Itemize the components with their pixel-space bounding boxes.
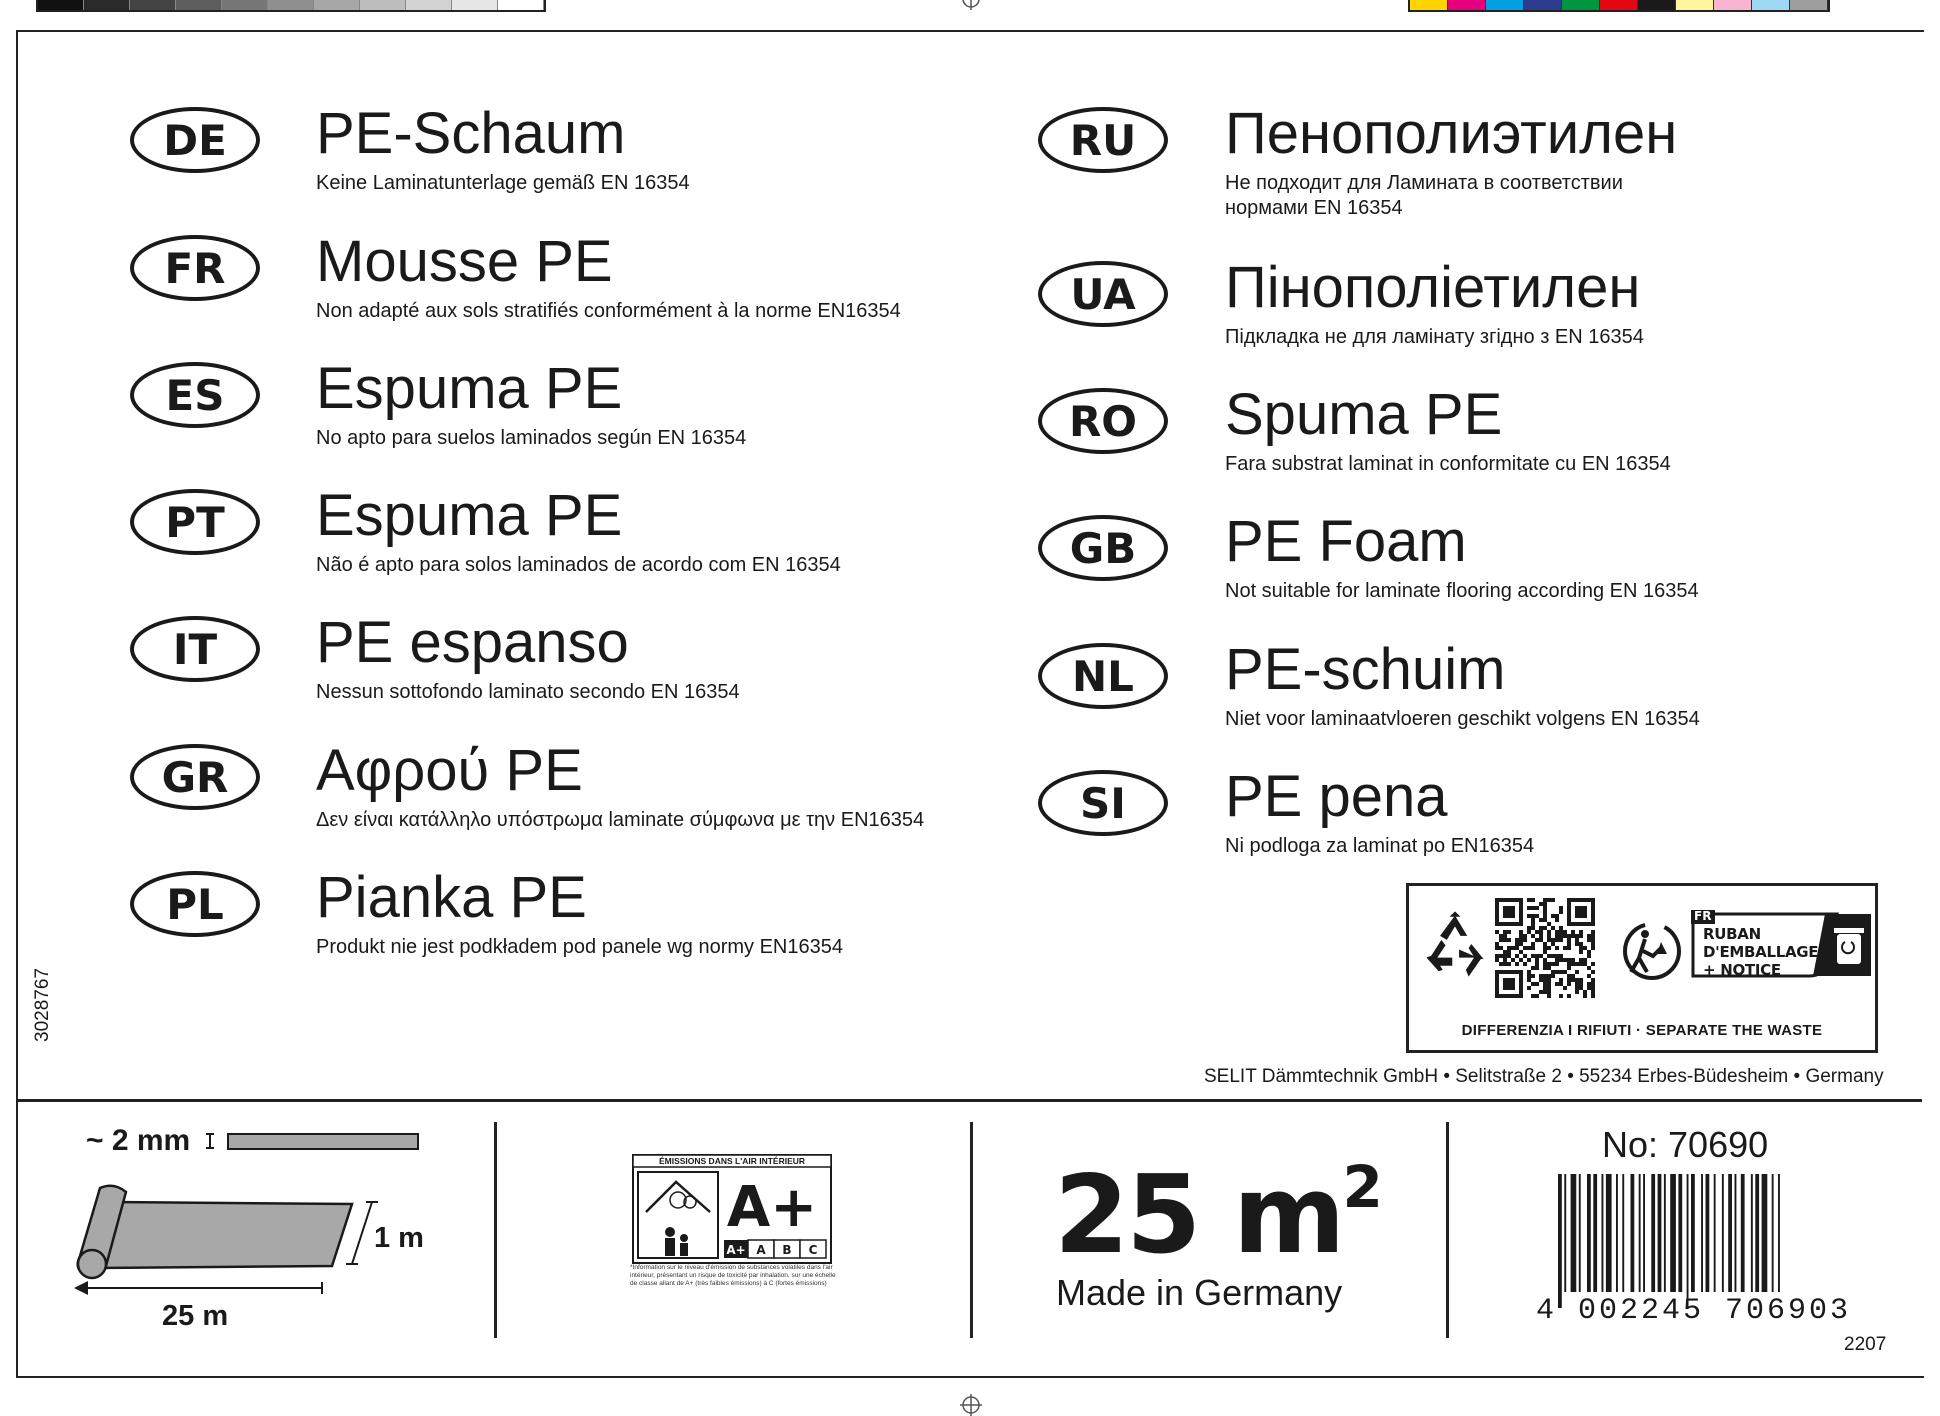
color-swatch: [1524, 0, 1562, 10]
language-code-badge: PT: [130, 489, 260, 555]
country-tag: FR: [1694, 909, 1712, 923]
roll-diagram: [70, 1184, 420, 1304]
language-code-badge: ES: [130, 362, 260, 428]
color-swatch: [1790, 0, 1828, 10]
recycle-icon: [1421, 910, 1489, 978]
registration-mark-icon: [960, 0, 982, 10]
scale-cell: A+: [726, 1243, 746, 1257]
product-description: Not suitable for laminate flooring according EN 16354: [1225, 580, 1699, 602]
product-name-title: PE espanso: [316, 610, 629, 675]
scale-cell: B: [782, 1243, 792, 1257]
product-name-title: Espuma PE: [316, 483, 623, 548]
language-row: [130, 483, 1030, 589]
length-label: 25 m: [162, 1300, 229, 1332]
language-row: [130, 610, 1030, 716]
language-row: [1038, 255, 1938, 361]
product-description: Não é apto para solos laminados de acordo com EN 16354: [316, 554, 841, 576]
barcode-icon: [1556, 1174, 1818, 1308]
emissions-fine-print: *Information sur le niveau d'émission de substances volatiles dans l'air intérieur, présentant un risque de toxicité par inhalation, sur une échelle de classe allant de A+ (très faibles émissions) à C (fortes émissions): [630, 1264, 836, 1287]
color-swatch: [1600, 0, 1638, 10]
qr-code-icon: [1495, 898, 1595, 998]
product-description: Produkt nie jest podkładem pod panele wg normy EN16354: [316, 936, 843, 958]
language-code-badge: GR: [130, 744, 260, 810]
language-code-badge: RO: [1038, 388, 1168, 454]
language-row: [130, 356, 1030, 462]
grayscale-calibration-strip: [36, 0, 546, 12]
language-code-badge: SI: [1038, 770, 1168, 836]
made-in-label: Made in Germany: [1056, 1272, 1343, 1313]
column-divider: [494, 1122, 497, 1338]
company-address: SELIT Dämmtechnik GmbH • Selitstraße 2 • 55234 Erbes-Büdesheim • Germany: [1204, 1066, 1884, 1087]
product-description: Niet voor laminaatvloeren geschikt volgens EN 16354: [1225, 708, 1700, 730]
width-label: 1 m: [374, 1222, 424, 1254]
waste-footer-text: DIFFERENZIA I RIFIUTI · SEPARATE THE WASTE: [1461, 1022, 1823, 1039]
triman-icon: [1617, 920, 1687, 982]
column-divider: [1446, 1122, 1449, 1338]
product-description: No apto para suelos laminados según EN 16354: [316, 427, 747, 449]
thickness-label: ~ 2 mm: [86, 1124, 191, 1157]
product-name-title: Αφρού PE: [316, 738, 583, 803]
product-description: Не подходит для Ламината в соответствии: [1225, 172, 1623, 194]
emissions-label: [632, 1154, 832, 1264]
ean-number: 4 002245 706903: [1536, 1294, 1852, 1328]
product-name-title: PE Foam: [1225, 509, 1467, 574]
language-code-badge: RU: [1038, 107, 1168, 173]
area-number: 25 m: [1054, 1153, 1343, 1278]
color-swatch: [1410, 0, 1448, 10]
ruban-line: + NOTICE: [1703, 961, 1781, 979]
product-description: нормами EN 16354: [1225, 197, 1403, 219]
area-superscript: 2: [1342, 1153, 1380, 1221]
language-code-badge: UA: [1038, 261, 1168, 327]
waste-sorting-box: [1406, 883, 1878, 1053]
color-swatch: [1676, 0, 1714, 10]
product-name-title: Spuma PE: [1225, 382, 1503, 447]
language-row: [1038, 101, 1938, 219]
language-row: [1038, 764, 1938, 870]
scale-cell: C: [808, 1243, 818, 1257]
product-name-title: Пінополіетилен: [1225, 255, 1641, 320]
product-description: Fara substrat laminat in conformitate cu EN 16354: [1225, 453, 1671, 475]
language-code-badge: IT: [130, 616, 260, 682]
product-description: Δεν είναι κατάλληλο υπόστρωμα laminate σύμφωνα με την EN16354: [316, 809, 925, 831]
color-calibration-strip: [1408, 0, 1830, 12]
product-description: Nessun sottofondo laminato secondo EN 16354: [316, 681, 740, 703]
print-code: 2207: [1844, 1334, 1887, 1355]
language-code-badge: GB: [1038, 515, 1168, 581]
ruban-line: D'EMBALLAGE: [1703, 943, 1819, 961]
language-code-badge: PL: [130, 871, 260, 937]
language-row: [130, 229, 1030, 335]
color-swatch: [1562, 0, 1600, 10]
product-name-title: Espuma PE: [316, 356, 623, 421]
product-description: Підкладка не для ламінату згідно з EN 16354: [1225, 326, 1644, 348]
language-row: [1038, 382, 1938, 488]
language-code-badge: DE: [130, 107, 260, 173]
product-name-title: PE pena: [1225, 764, 1448, 829]
ruban-emballage-label: [1689, 910, 1875, 980]
color-swatch: [1752, 0, 1790, 10]
product-description: Ni podloga za laminat po EN16354: [1225, 835, 1535, 857]
emissions-grade: A+: [726, 1175, 818, 1240]
thickness-diagram: [206, 1128, 422, 1154]
column-divider: [970, 1122, 973, 1338]
article-number: No: 70690: [1602, 1124, 1769, 1165]
language-row: [1038, 509, 1938, 615]
product-name-title: Mousse PE: [316, 229, 613, 294]
language-code-badge: NL: [1038, 643, 1168, 709]
ruban-line: RUBAN: [1703, 925, 1761, 943]
language-row: [1038, 637, 1938, 743]
area-value: [1054, 1140, 1380, 1278]
language-code-badge: FR: [130, 235, 260, 301]
color-swatch: [1448, 0, 1486, 10]
product-name-title: PE-schuim: [1225, 637, 1506, 702]
product-name-title: Pianka PE: [316, 865, 587, 930]
scale-cell: A: [756, 1243, 766, 1257]
section-divider: [16, 1099, 1922, 1102]
registration-mark-icon: [960, 1394, 982, 1416]
color-swatch: [1714, 0, 1752, 10]
product-name-title: PE-Schaum: [316, 101, 626, 166]
emissions-header: ÉMISSIONS DANS L'AIR INTÉRIEUR: [658, 1156, 806, 1166]
product-name-title: Пенополиэтилен: [1225, 101, 1678, 166]
product-description: Keine Laminatunterlage gemäß EN 16354: [316, 172, 690, 194]
color-swatch: [1486, 0, 1524, 10]
color-swatch: [1638, 0, 1676, 10]
language-row: [130, 738, 1030, 844]
language-row: [130, 101, 1030, 207]
product-description: Non adapté aux sols stratifiés conformément à la norme EN16354: [316, 300, 901, 322]
side-reference-number: 3028767: [32, 968, 53, 1042]
language-row: [130, 865, 1030, 971]
